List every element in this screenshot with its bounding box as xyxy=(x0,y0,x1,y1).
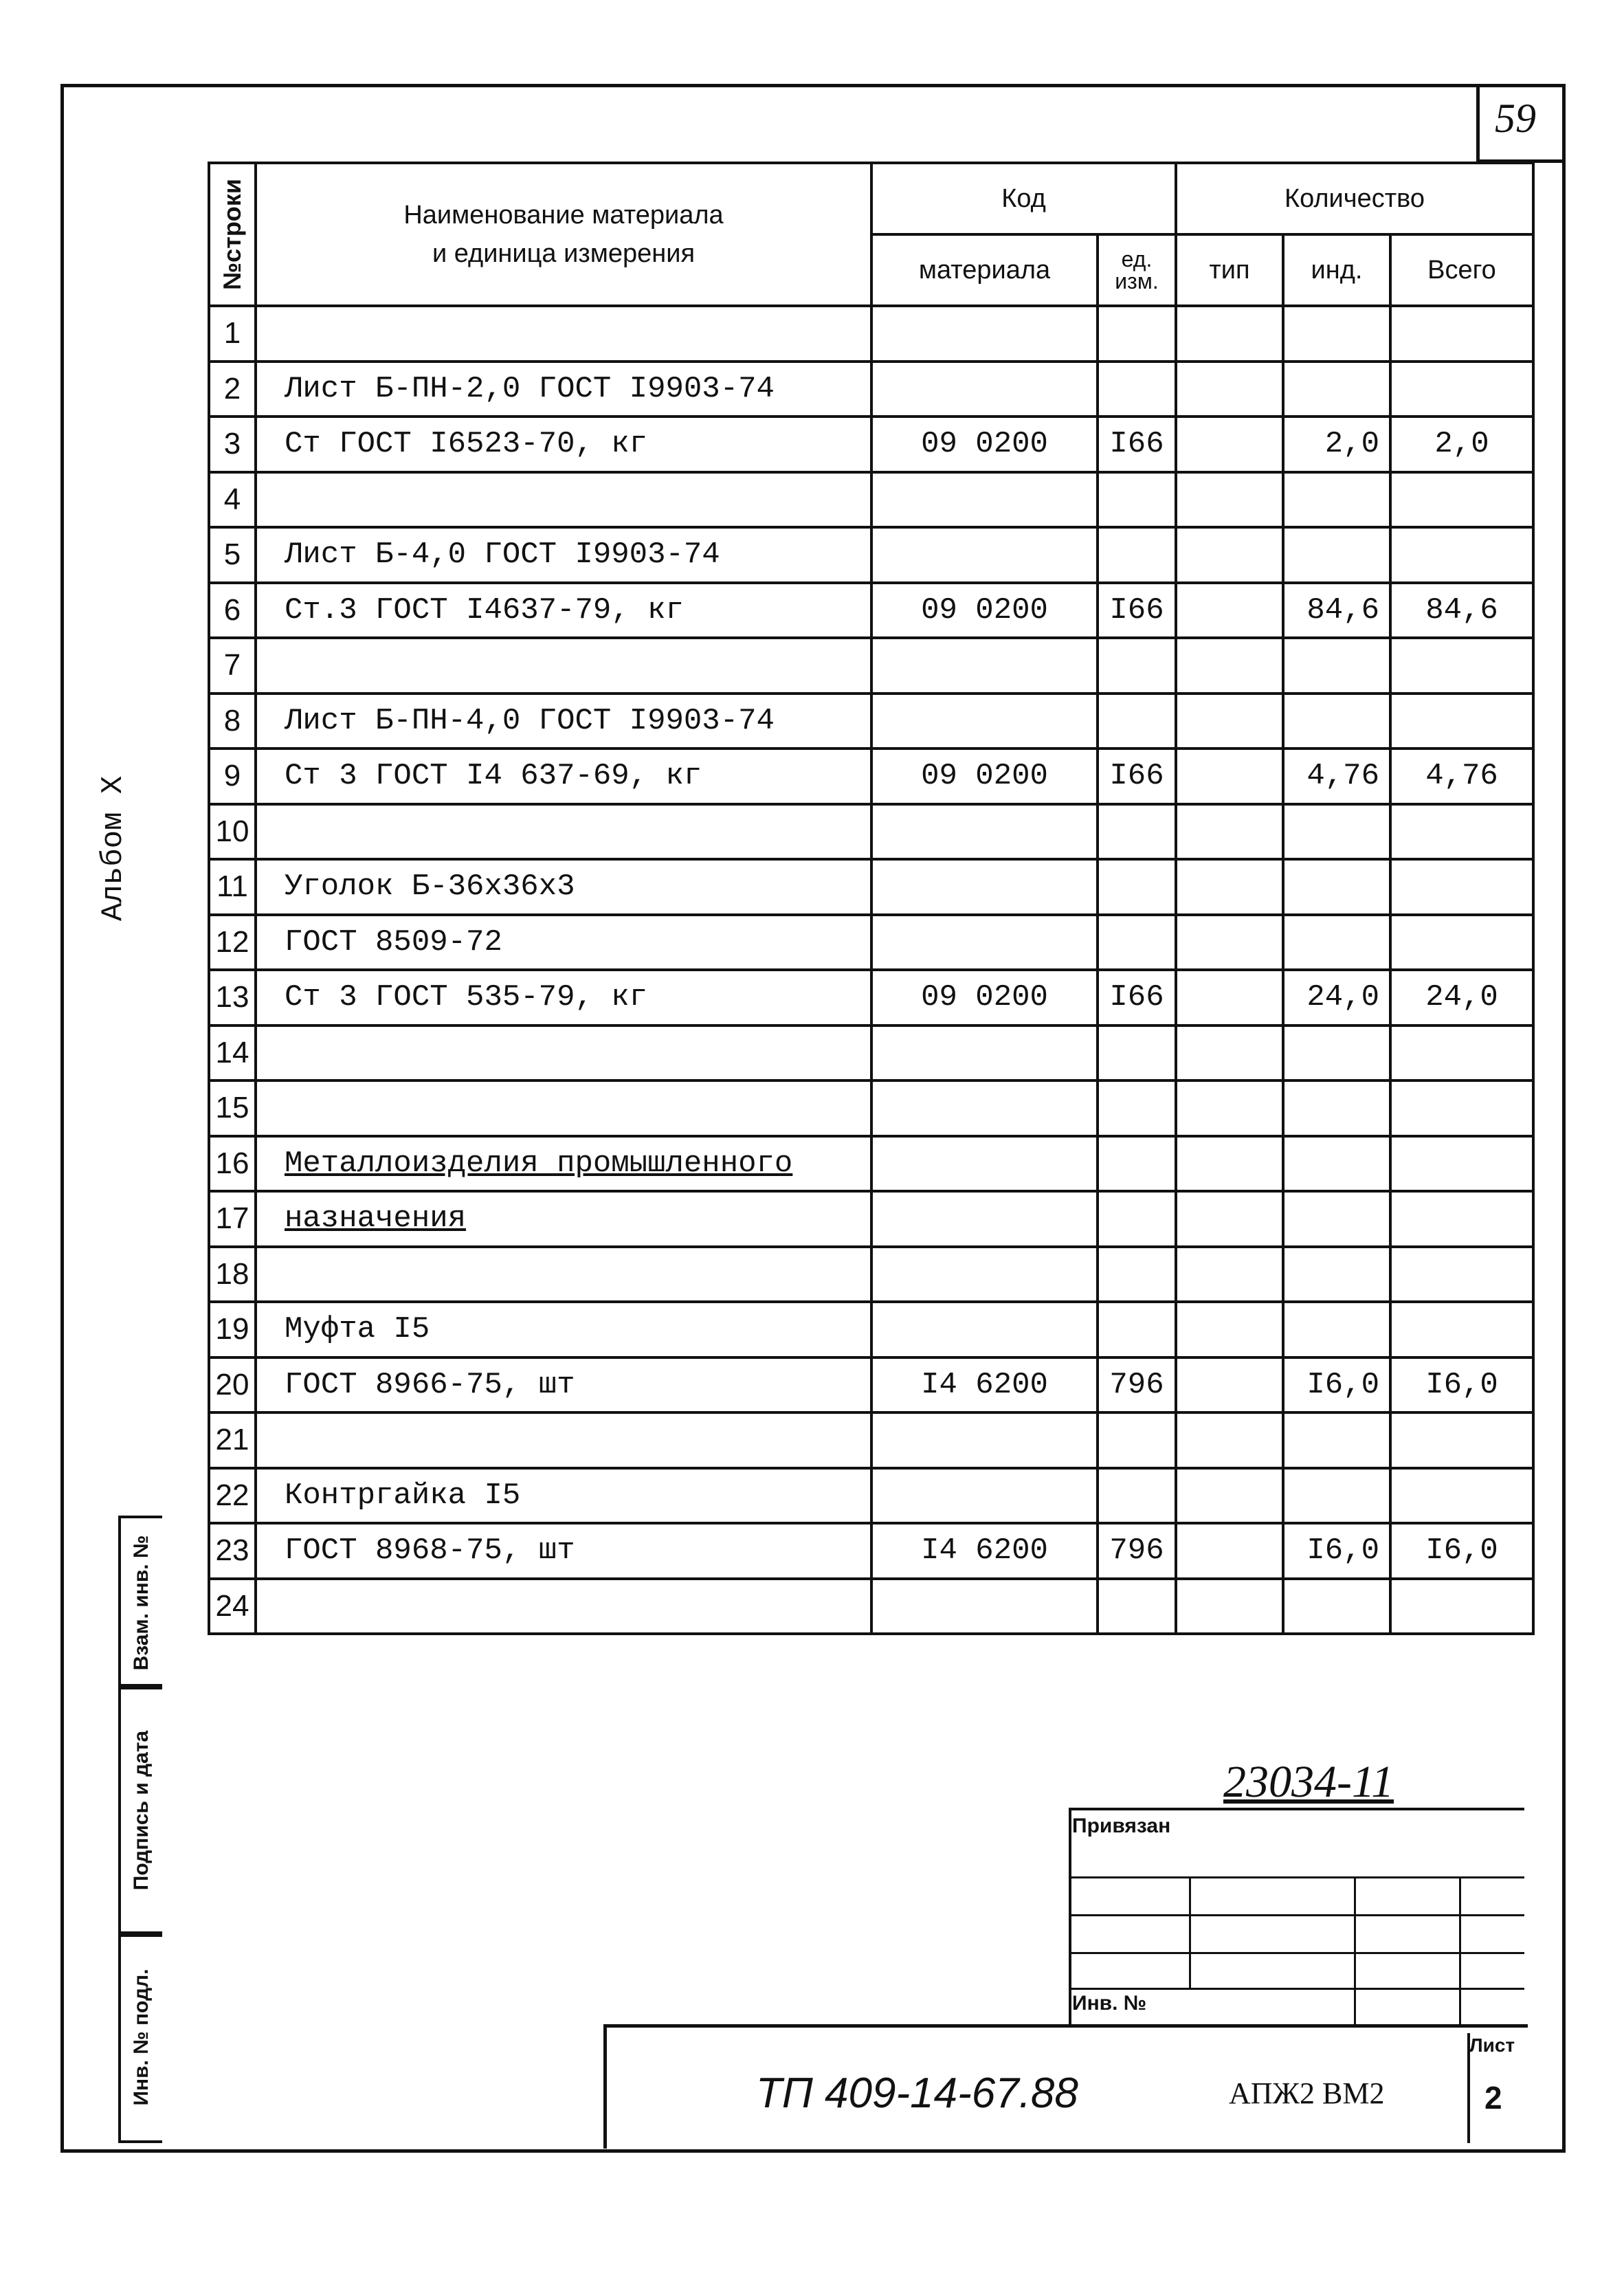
unit-code-cell xyxy=(1098,527,1176,583)
table-row xyxy=(209,306,1533,362)
table-row xyxy=(209,1191,1533,1247)
header-code-material: материала xyxy=(871,234,1098,306)
material-code-cell: 09 0200 xyxy=(871,749,1098,804)
unit-code-cell: 796 xyxy=(1098,1357,1176,1413)
table-row xyxy=(209,362,1533,417)
material-code-cell xyxy=(871,694,1098,749)
qty-type-cell xyxy=(1176,638,1283,694)
qty-ind-cell xyxy=(1283,1468,1390,1524)
qty-ind-cell xyxy=(1283,472,1390,528)
material-name-cell xyxy=(256,804,871,860)
material-code-cell: 09 0200 xyxy=(871,970,1098,1025)
material-name-cell xyxy=(256,472,871,528)
qty-type-cell xyxy=(1176,970,1283,1025)
table-body xyxy=(209,306,1533,1634)
qty-type-cell xyxy=(1176,1468,1283,1524)
qty-type-cell xyxy=(1176,1247,1283,1302)
material-code-cell xyxy=(871,1579,1098,1634)
unit-code-cell xyxy=(1098,1412,1176,1468)
qty-ind-cell xyxy=(1283,1191,1390,1247)
qty-total-cell: I6,0 xyxy=(1390,1523,1533,1579)
material-code-cell xyxy=(871,306,1098,362)
header-row-no: №строки xyxy=(209,163,256,306)
table-row xyxy=(209,694,1533,749)
material-name-cell: Ст ГОСТ I6523-70, кг xyxy=(256,417,871,472)
row-number-cell: 12 xyxy=(209,915,256,971)
material-name-cell: Ст 3 ГОСТ 535-79, кг xyxy=(256,970,871,1025)
qty-type-cell xyxy=(1176,694,1283,749)
table-row xyxy=(209,1302,1533,1357)
qty-ind-cell xyxy=(1283,1412,1390,1468)
qty-type-cell xyxy=(1176,1579,1283,1634)
row-number-cell: 2 xyxy=(209,362,256,417)
material-name-cell: Уголок Б-36х36х3 xyxy=(256,859,871,915)
qty-ind-cell xyxy=(1283,527,1390,583)
row-number-cell: 19 xyxy=(209,1302,256,1357)
unit-code-cell xyxy=(1098,1468,1176,1524)
project-code: АПЖ2 ВМ2 xyxy=(1229,2076,1385,2110)
linked-label: Привязан xyxy=(1072,1815,1171,1837)
material-name-cell: ГОСТ 8966-75, шт xyxy=(256,1357,871,1413)
qty-ind-cell xyxy=(1283,915,1390,971)
row-number-cell: 9 xyxy=(209,749,256,804)
qty-total-cell xyxy=(1390,1136,1533,1192)
material-name-cell: Лист Б-ПН-4,0 ГОСТ I9903-74 xyxy=(256,694,871,749)
qty-total-cell: I6,0 xyxy=(1390,1357,1533,1413)
row-number-cell: 13 xyxy=(209,970,256,1025)
row-number-cell: 16 xyxy=(209,1136,256,1192)
material-code-cell xyxy=(871,1080,1098,1136)
material-name-cell xyxy=(256,1247,871,1302)
side-stamp xyxy=(118,1516,208,2141)
qty-ind-cell xyxy=(1283,362,1390,417)
qty-total-cell xyxy=(1390,915,1533,971)
album-label: Альбом X xyxy=(96,775,131,921)
unit-code-cell xyxy=(1098,694,1176,749)
material-code-cell xyxy=(871,1191,1098,1247)
unit-code-cell xyxy=(1098,1302,1176,1357)
qty-total-cell xyxy=(1390,638,1533,694)
materials-table xyxy=(208,162,1535,1635)
table-row xyxy=(209,1579,1533,1634)
header-name: Наименование материала и единица измерения xyxy=(256,163,871,306)
qty-ind-cell xyxy=(1283,694,1390,749)
material-name-cell: Ст 3 ГОСТ I4 637-69, кг xyxy=(256,749,871,804)
qty-ind-cell xyxy=(1283,638,1390,694)
material-name-cell: Лист Б-ПН-2,0 ГОСТ I9903-74 xyxy=(256,362,871,417)
unit-code-cell xyxy=(1098,859,1176,915)
table-row xyxy=(209,1025,1533,1081)
page-number: 59 xyxy=(1495,96,1536,141)
row-number-cell: 22 xyxy=(209,1468,256,1524)
row-number-cell: 11 xyxy=(209,859,256,915)
row-number-cell: 4 xyxy=(209,472,256,528)
qty-ind-cell xyxy=(1283,1136,1390,1192)
table-row xyxy=(209,583,1533,639)
unit-code-cell xyxy=(1098,1579,1176,1634)
qty-type-cell xyxy=(1176,1523,1283,1579)
row-number-cell: 6 xyxy=(209,583,256,639)
row-number-cell: 5 xyxy=(209,527,256,583)
table-row xyxy=(209,417,1533,472)
qty-total-cell xyxy=(1390,1412,1533,1468)
material-code-cell: 09 0200 xyxy=(871,583,1098,639)
qty-ind-cell: I6,0 xyxy=(1283,1523,1390,1579)
material-name-cell: ГОСТ 8968-75, шт xyxy=(256,1523,871,1579)
material-code-cell: I4 6200 xyxy=(871,1523,1098,1579)
unit-code-cell: I66 xyxy=(1098,583,1176,639)
material-name-cell: ГОСТ 8509-72 xyxy=(256,915,871,971)
table-row xyxy=(209,970,1533,1025)
material-code-cell xyxy=(871,1247,1098,1302)
drawing-code: ТП 409-14-67.88 xyxy=(756,2070,1078,2117)
qty-type-cell xyxy=(1176,527,1283,583)
material-name-cell xyxy=(256,1025,871,1081)
material-code-cell xyxy=(871,1412,1098,1468)
qty-total-cell: 24,0 xyxy=(1390,970,1533,1025)
qty-ind-cell xyxy=(1283,859,1390,915)
unit-code-cell xyxy=(1098,1191,1176,1247)
qty-total-cell xyxy=(1390,527,1533,583)
row-number-cell: 14 xyxy=(209,1025,256,1081)
qty-type-cell xyxy=(1176,859,1283,915)
qty-total-cell xyxy=(1390,1080,1533,1136)
sheet-number: 2 xyxy=(1484,2080,1502,2116)
material-name-cell: Контргайка I5 xyxy=(256,1468,871,1524)
qty-total-cell xyxy=(1390,694,1533,749)
header-qty-type: тип xyxy=(1176,234,1283,306)
qty-type-cell xyxy=(1176,1302,1283,1357)
qty-total-cell xyxy=(1390,1579,1533,1634)
material-code-cell xyxy=(871,915,1098,971)
table-row xyxy=(209,472,1533,528)
qty-total-cell: 84,6 xyxy=(1390,583,1533,639)
unit-code-cell xyxy=(1098,638,1176,694)
side-cell-inv-podl: Инв. № подл. xyxy=(118,1931,162,2143)
qty-total-cell xyxy=(1390,306,1533,362)
side-cell-vzam: Взам. инв. № xyxy=(118,1516,162,1689)
material-code-cell xyxy=(871,362,1098,417)
material-code-cell xyxy=(871,638,1098,694)
qty-total-cell xyxy=(1390,804,1533,860)
qty-ind-cell: 2,0 xyxy=(1283,417,1390,472)
qty-total-cell: 2,0 xyxy=(1390,417,1533,472)
material-code-cell xyxy=(871,1302,1098,1357)
row-number-cell: 8 xyxy=(209,694,256,749)
material-name-cell: Лист Б-4,0 ГОСТ I9903-74 xyxy=(256,527,871,583)
material-name-cell: Муфта I5 xyxy=(256,1302,871,1357)
qty-ind-cell: I6,0 xyxy=(1283,1357,1390,1413)
table-row xyxy=(209,1080,1533,1136)
material-code-cell xyxy=(871,1025,1098,1081)
qty-ind-cell: 4,76 xyxy=(1283,749,1390,804)
sheet-label: Лист xyxy=(1469,2034,1515,2056)
material-name-cell xyxy=(256,638,871,694)
unit-code-cell: I66 xyxy=(1098,970,1176,1025)
qty-total-cell: 4,76 xyxy=(1390,749,1533,804)
qty-ind-cell xyxy=(1283,1579,1390,1634)
header-code-unit: ед. изм. xyxy=(1098,234,1176,306)
qty-ind-cell xyxy=(1283,1247,1390,1302)
unit-code-cell xyxy=(1098,1080,1176,1136)
table-row xyxy=(209,804,1533,860)
qty-total-cell xyxy=(1390,1468,1533,1524)
handwritten-number: 23034-11 xyxy=(1223,1757,1394,1807)
qty-type-cell xyxy=(1176,1080,1283,1136)
table-row xyxy=(209,1412,1533,1468)
unit-code-cell xyxy=(1098,804,1176,860)
qty-type-cell xyxy=(1176,804,1283,860)
unit-code-cell: I66 xyxy=(1098,417,1176,472)
material-name-cell xyxy=(256,1080,871,1136)
material-name-cell xyxy=(256,306,871,362)
unit-code-cell xyxy=(1098,915,1176,971)
qty-ind-cell xyxy=(1283,306,1390,362)
table-row xyxy=(209,1523,1533,1579)
qty-ind-cell: 84,6 xyxy=(1283,583,1390,639)
side-cell-podpis: Подпись и дата xyxy=(118,1684,162,1937)
table-row xyxy=(209,1357,1533,1413)
qty-total-cell xyxy=(1390,1025,1533,1081)
qty-type-cell xyxy=(1176,362,1283,417)
qty-total-cell xyxy=(1390,1191,1533,1247)
qty-type-cell xyxy=(1176,306,1283,362)
qty-type-cell xyxy=(1176,1025,1283,1081)
unit-code-cell xyxy=(1098,1136,1176,1192)
qty-ind-cell xyxy=(1283,1080,1390,1136)
qty-type-cell xyxy=(1176,1357,1283,1413)
qty-total-cell xyxy=(1390,1302,1533,1357)
material-name-cell: Ст.3 ГОСТ I4637-79, кг xyxy=(256,583,871,639)
table-row xyxy=(209,859,1533,915)
material-name-cell xyxy=(256,1412,871,1468)
material-code-cell xyxy=(871,859,1098,915)
material-name-cell: назначения xyxy=(256,1191,871,1247)
material-code-cell xyxy=(871,1468,1098,1524)
header-qty-ind: инд. xyxy=(1283,234,1390,306)
material-name-cell xyxy=(256,1579,871,1634)
row-number-cell: 23 xyxy=(209,1523,256,1579)
row-number-cell: 3 xyxy=(209,417,256,472)
row-number-cell: 20 xyxy=(209,1357,256,1413)
row-number-cell: 15 xyxy=(209,1080,256,1136)
table-row xyxy=(209,1468,1533,1524)
row-number-cell: 1 xyxy=(209,306,256,362)
header-qty-total: Всего xyxy=(1390,234,1533,306)
row-number-cell: 18 xyxy=(209,1247,256,1302)
qty-total-cell xyxy=(1390,859,1533,915)
qty-type-cell xyxy=(1176,472,1283,528)
qty-total-cell xyxy=(1390,1247,1533,1302)
qty-type-cell xyxy=(1176,915,1283,971)
row-number-cell: 10 xyxy=(209,804,256,860)
qty-type-cell xyxy=(1176,1136,1283,1192)
unit-code-cell xyxy=(1098,472,1176,528)
unit-code-cell xyxy=(1098,1025,1176,1081)
qty-total-cell xyxy=(1390,362,1533,417)
qty-ind-cell: 24,0 xyxy=(1283,970,1390,1025)
material-code-cell: 09 0200 xyxy=(871,417,1098,472)
row-number-cell: 7 xyxy=(209,638,256,694)
qty-total-cell xyxy=(1390,472,1533,528)
unit-code-cell xyxy=(1098,306,1176,362)
qty-ind-cell xyxy=(1283,804,1390,860)
material-code-cell xyxy=(871,1136,1098,1192)
material-name-cell: Металлоизделия промышленного xyxy=(256,1136,871,1192)
table-row xyxy=(209,1247,1533,1302)
row-number-cell: 24 xyxy=(209,1579,256,1634)
qty-ind-cell xyxy=(1283,1302,1390,1357)
table-row xyxy=(209,749,1533,804)
qty-type-cell xyxy=(1176,583,1283,639)
qty-type-cell xyxy=(1176,749,1283,804)
table-row xyxy=(209,915,1533,971)
qty-ind-cell xyxy=(1283,1025,1390,1081)
header-code: Код xyxy=(871,163,1176,234)
qty-type-cell xyxy=(1176,417,1283,472)
material-code-cell xyxy=(871,527,1098,583)
material-code-cell xyxy=(871,472,1098,528)
unit-code-cell xyxy=(1098,1247,1176,1302)
row-number-cell: 21 xyxy=(209,1412,256,1468)
unit-code-cell: 796 xyxy=(1098,1523,1176,1579)
qty-type-cell xyxy=(1176,1412,1283,1468)
unit-code-cell xyxy=(1098,362,1176,417)
inventory-no-label: Инв. № xyxy=(1072,1992,1147,2015)
unit-code-cell: I66 xyxy=(1098,749,1176,804)
header-quantity: Количество xyxy=(1176,163,1533,234)
table-row xyxy=(209,527,1533,583)
row-number-cell: 17 xyxy=(209,1191,256,1247)
qty-type-cell xyxy=(1176,1191,1283,1247)
table-row xyxy=(209,1136,1533,1192)
table-row xyxy=(209,638,1533,694)
material-code-cell xyxy=(871,804,1098,860)
material-code-cell: I4 6200 xyxy=(871,1357,1098,1413)
